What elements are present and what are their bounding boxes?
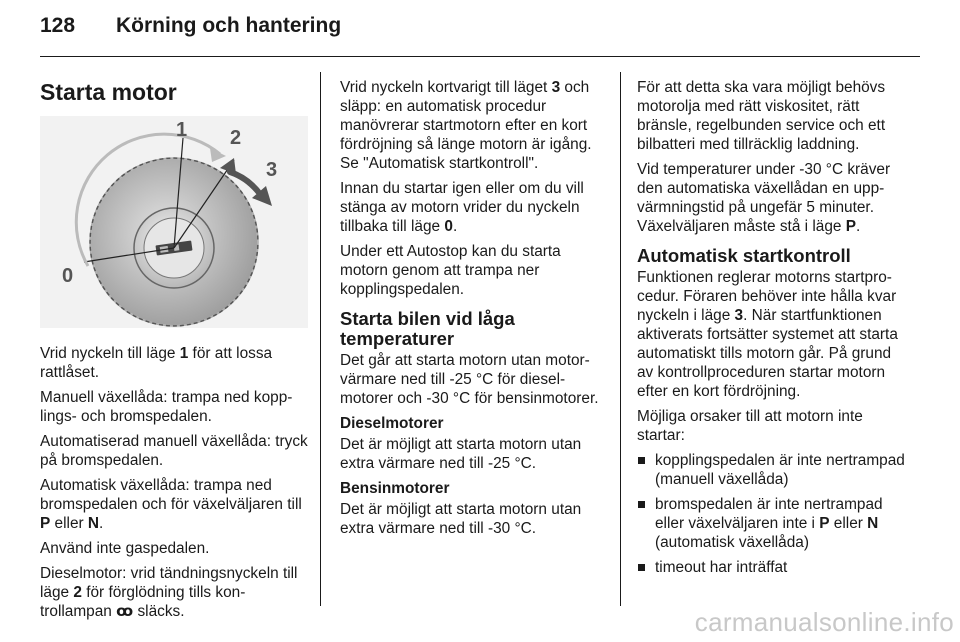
column-2 bbox=[340, 78, 604, 544]
paragraph-manual-gearbox: Manuell växellåda: trampa ned kopplings- och bromspedalen. bbox=[40, 389, 293, 425]
column-1 bbox=[40, 74, 308, 627]
position-label-1: 1 bbox=[176, 119, 188, 141]
list-item: timeout har inträffat bbox=[637, 558, 907, 577]
paragraph-low-temperature-start: Det går att starta motorn utan motorvärmare ned till -25 °C för dieselmotorer och -30 °C för bensinmotorer. bbox=[340, 352, 599, 407]
paragraph-turn-to-3: Vrid nyckeln kortvarigt till läget 3 och släpp: en automatisk procedur manövrerar startmotorn efter en kort fördröjning så länge motorn är igång. Se "Automatisk startkontroll". bbox=[340, 79, 592, 172]
heading-automatic-start-control: Automatisk startkontroll bbox=[637, 245, 851, 266]
column-divider-1 bbox=[320, 72, 321, 606]
paragraph-restart-or-stop: Innan du startar igen eller om du vill stänga av motorn vrider du nyckeln tillbaka till läge 0. bbox=[340, 180, 584, 235]
heading-diesel-engines: Dieselmotorer bbox=[340, 415, 444, 432]
heading-petrol-engines: Bensinmotorer bbox=[340, 480, 450, 497]
heading-low-temperatures: Starta bilen vid låga temperaturer bbox=[340, 308, 515, 349]
paragraph-diesel-preglow: Dieselmotor: vrid tändningsnyckeln till läge 2 för förglödning tills kontrollampan ꝏ släcks. bbox=[40, 565, 298, 620]
section-title-starta-motor: Starta motor bbox=[40, 79, 177, 105]
chapter-title: Körning och hantering bbox=[116, 14, 342, 37]
paragraph-release-steering-lock: Vrid nyckeln till läge 1 för att lossa rattlåset. bbox=[40, 345, 273, 381]
paragraph-start-control-function: Funktionen reglerar motorns startprocedur. Föraren behöver inte hålla kvar nyckeln i läge 3. När startfunktionen aktiverats fortsätter systemet att starta automatiskt tills motorn går. På grund av kontrollproceduren startar motorn efter en kort fördröjning. bbox=[637, 269, 898, 400]
position-label-3: 3 bbox=[266, 159, 278, 181]
paragraph-autostop: Under ett Autostop kan du starta motorn genom att trampa ner kopplingspedalen. bbox=[340, 243, 561, 298]
page-number: 128 bbox=[40, 14, 76, 37]
position-label-0: 0 bbox=[62, 265, 74, 287]
column-divider-2 bbox=[620, 72, 621, 606]
paragraph-possible-causes: Möjliga orsaker till att motorn inte startar: bbox=[637, 408, 863, 444]
causes-list bbox=[637, 451, 907, 577]
position-label-2: 2 bbox=[230, 127, 242, 149]
column-3 bbox=[637, 78, 907, 583]
paragraph-automated-manual: Automatiserad manuell växellåda: tryck på bromspedalen. bbox=[40, 433, 308, 469]
paragraph-diesel-limit: Det är möjligt att starta motorn utan extra värmare ned till -25 °C. bbox=[340, 436, 582, 472]
paragraph-automatic-gearbox: Automatisk växellåda: trampa ned bromspedalen och för växelväljaren till P eller N. bbox=[40, 477, 302, 532]
ignition-switch-illustration bbox=[40, 116, 308, 328]
paragraph-no-accelerator: Använd inte gaspedalen. bbox=[40, 540, 210, 557]
list-item: kopplingspedalen är inte nertrampad (manuell växellåda) bbox=[637, 451, 907, 489]
glow-plug-icon: ꝏ bbox=[116, 603, 134, 620]
header-rule bbox=[40, 56, 920, 57]
watermark: carmanualsonline.info bbox=[694, 607, 954, 637]
paragraph-petrol-limit: Det är möjligt att starta motorn utan extra värmare ned till -30 °C. bbox=[340, 501, 582, 537]
paragraph-requirements: För att detta ska vara möjligt behövs motorolja med rätt viskositet, rätt bränsle, regelbunden service och ett bilbatteri med tillräcklig laddning. bbox=[637, 79, 886, 153]
paragraph-automatic-warmup: Vid temperaturer under -30 °C kräver den automatiska växellådan en uppvärmningstid på ungefär 5 minuter. Växelväljaren måste stå i läge P. bbox=[637, 161, 891, 235]
list-item: bromspedalen är inte nertrampad eller växelväljaren inte i P eller N (automatisk växellåda) bbox=[637, 495, 907, 552]
page-header bbox=[40, 14, 341, 38]
